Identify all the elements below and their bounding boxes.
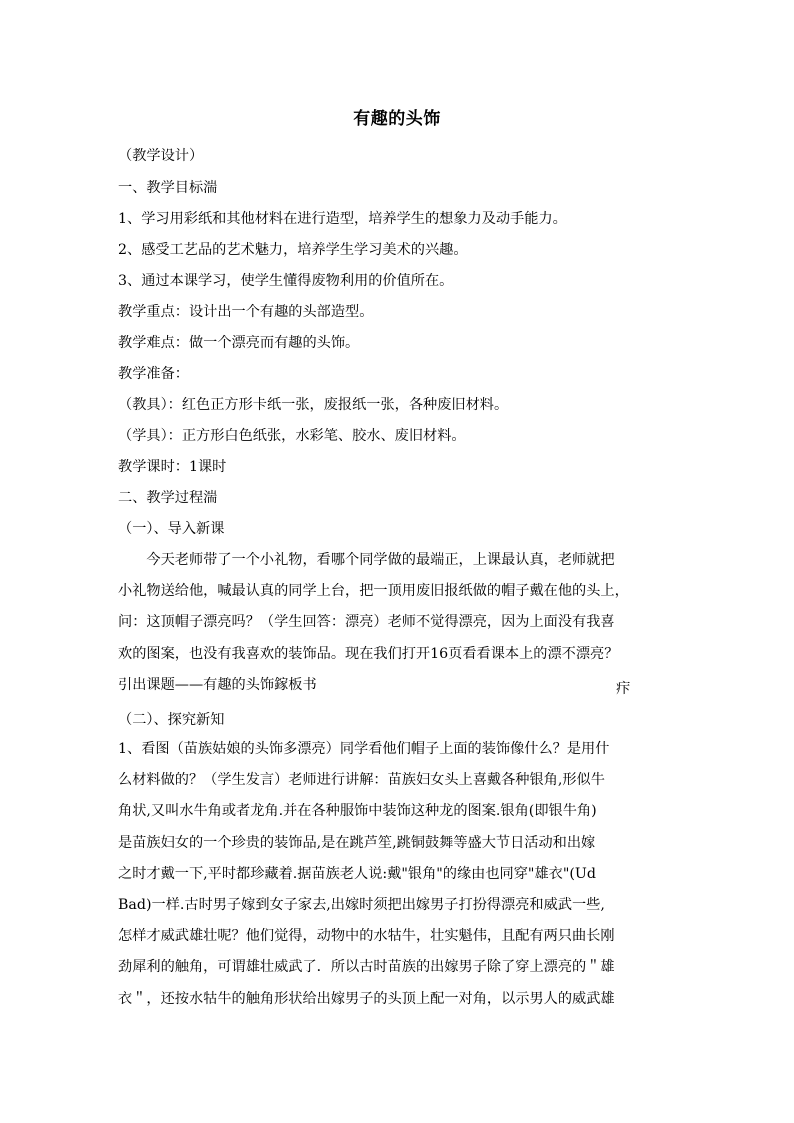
explore-paragraph [118,734,678,1015]
paragraph-line: 1、看图（苗族姑娘的头饰多漂亮）同学看他们帽子上面的装饰像什么？是用什 [118,741,610,757]
paragraph-line: 问：这顶帽子漂亮吗？（学生回答：漂亮）老师不觉得漂亮，因为上面没有我喜 [118,614,615,631]
paragraph-line: 今天老师带了一个小礼物，看哪个同学做的最端正，上课最认真，老师就把 [118,552,615,568]
paragraph-line: 么材料做的？（学生发言）老师进行讲解：苗族妇女头上喜戴各种银角,形似牛 [118,772,605,789]
text-line: 二、教学过程湍 [118,490,218,506]
text-line: 教学难点：做一个漂亮而有趣的头饰。 [118,335,360,351]
section-heading: （二）、探究新知 [118,712,225,728]
text-line: （一）、导入新课 [118,521,225,537]
paragraph-line: 怎样才威武雄壮呢？他们觉得，动物中的水牯牛，壮实魁伟，且配有两只曲长刚 [118,928,615,945]
text-line: 一、教学目标湍 [118,180,218,196]
document-title: 有趣的头饰 [353,109,441,129]
text-line: 2、感受工艺品的艺术魅力，培养学生学习美术的兴趣。 [118,242,468,258]
text-line: 3、通过本课学习，使学生懂得废物利用的价值所在。 [118,273,454,289]
paragraph-line: 之时才戴一下,平时都珍藏着.据苗族老人说:戴"银角"的缘由也同穿"雄衣"(Ud [118,865,596,882]
text-line: 教学重点：设计出一个有趣的头部造型。 [118,304,374,320]
paragraph-line: 引出课题——有趣的头饰鎵板书 [118,676,317,693]
paragraph-line: 欢的图案，也没有我喜欢的装饰品。现在我们打开16页看看课本上的漂不漂亮？ [118,645,619,662]
paragraph-line: Bad)一样.古时男子嫁到女子家去,出嫁时须把出嫁男子打扮得漂亮和威武一些, [118,897,605,914]
paragraph-line: 小礼物送给他，喊最认真的同学上台，把一顶用废旧报纸做的帽子戴在他的头上， [118,583,629,600]
text-line: （教学设计） [118,148,204,164]
text-line: 教学课时：1课时 [118,459,227,475]
paragraph-line: 衣＂，还按水牯牛的触角形状给出嫁男子的头顶上配一对角，以示男人的威武雄 [118,990,615,1007]
paragraph-line: 角状,又叫水牛角或者龙角.并在各种服饰中装饰这种龙的图案.银角(即银牛角) [118,803,597,820]
text-line: （学具）：正方形白色纸张，水彩笔、胶水、废旧材料。 [118,428,466,444]
text-line: 教学准备： [118,366,189,382]
garbled-char: 疜 [616,681,631,697]
paragraph-line: 是苗族妇女的一个珍贵的装饰品,是在跳芦笙,跳铜鼓舞等盛大节日活动和出嫁 [118,834,596,851]
text-line: （教具）：红色正方形卡纸一张，废报纸一张，各种废旧材料。 [118,397,509,413]
intro-paragraph [118,545,678,701]
paragraph-line: 劲犀利的触角，可谓雄壮威武了．所以古时苗族的出嫁男子除了穿上漂亮的＂雄 [118,959,615,976]
text-line: 1、学习用彩纸和其他材料在进行造型，培养学生的想象力及动手能力。 [118,211,567,227]
